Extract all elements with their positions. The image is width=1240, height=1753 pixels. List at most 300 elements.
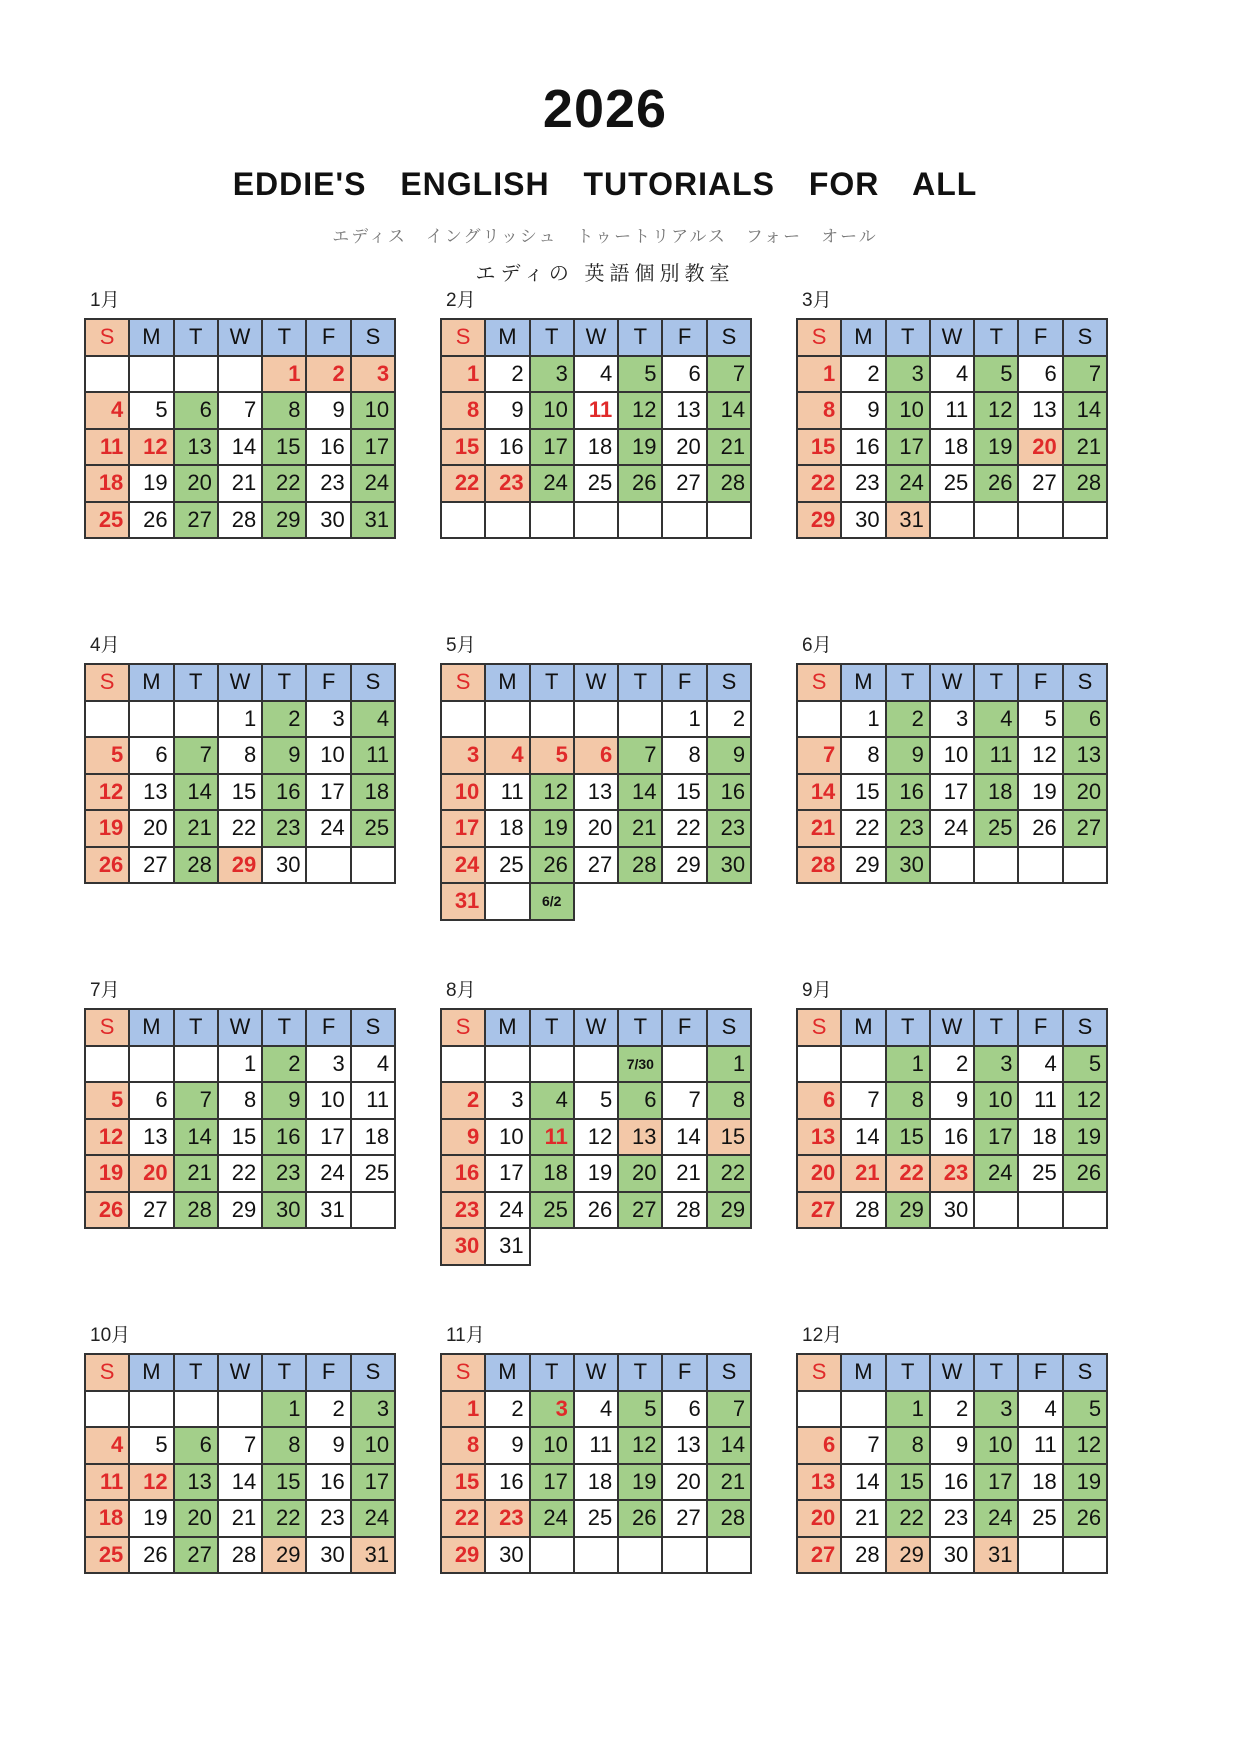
day-cell: 2	[262, 1046, 306, 1083]
empty-day-cell	[618, 701, 662, 738]
empty-day-cell	[574, 883, 618, 920]
empty-day-cell	[1018, 502, 1062, 539]
day-cell: 20	[129, 810, 173, 847]
day-cell: 1	[441, 356, 485, 393]
week-row	[441, 1046, 751, 1083]
day-cell: 15	[262, 1464, 306, 1501]
weekday-header-row	[797, 664, 1107, 701]
weekday-header: S	[85, 319, 129, 356]
weekday-header: W	[574, 664, 618, 701]
day-cell: 29	[886, 1192, 930, 1229]
empty-day-cell	[707, 1228, 751, 1265]
week-row	[441, 1155, 751, 1192]
weekday-header: W	[218, 319, 262, 356]
week-row	[441, 847, 751, 884]
week-row	[797, 502, 1107, 539]
day-cell: 26	[1063, 1500, 1107, 1537]
weekday-header: S	[707, 319, 751, 356]
weekday-header: F	[1018, 1354, 1062, 1391]
day-cell: 24	[530, 465, 574, 502]
empty-day-cell	[930, 502, 974, 539]
day-cell: 21	[218, 465, 262, 502]
day-cell: 7	[841, 1082, 885, 1119]
day-cell: 5	[530, 737, 574, 774]
day-cell: 6	[618, 1082, 662, 1119]
week-row	[797, 1391, 1107, 1428]
weekday-header: S	[797, 664, 841, 701]
month-table	[796, 1008, 1108, 1229]
day-cell: 20	[618, 1155, 662, 1192]
day-cell: 21	[797, 810, 841, 847]
day-cell: 1	[262, 356, 306, 393]
week-row	[797, 774, 1107, 811]
day-cell: 29	[262, 1537, 306, 1574]
month-label: 3月	[802, 290, 832, 311]
day-cell: 9	[262, 737, 306, 774]
day-cell: 6	[1063, 701, 1107, 738]
day-cell: 10	[530, 1427, 574, 1464]
day-cell: 5	[618, 356, 662, 393]
day-cell: 26	[129, 502, 173, 539]
day-cell: 17	[351, 1464, 395, 1501]
empty-day-cell	[574, 502, 618, 539]
day-cell: 13	[1018, 392, 1062, 429]
day-cell: 24	[306, 1155, 350, 1192]
month-label: 1月	[90, 290, 120, 311]
month-table	[796, 663, 1108, 884]
week-row	[441, 701, 751, 738]
day-cell: 9	[441, 1119, 485, 1156]
day-cell: 14	[707, 1427, 751, 1464]
weekday-header: S	[441, 664, 485, 701]
weekday-header: S	[1063, 1354, 1107, 1391]
day-cell: 26	[129, 1537, 173, 1574]
day-cell: 13	[662, 1427, 706, 1464]
day-cell: 13	[797, 1464, 841, 1501]
day-cell: 21	[707, 429, 751, 466]
day-cell: 1	[841, 701, 885, 738]
day-cell: 4	[1018, 1046, 1062, 1083]
day-cell: 2	[485, 1391, 529, 1428]
day-cell: 10	[886, 392, 930, 429]
day-cell: 11	[574, 392, 618, 429]
week-row	[85, 429, 395, 466]
day-cell: 16	[485, 1464, 529, 1501]
day-cell: 11	[85, 1464, 129, 1501]
weekday-header: S	[441, 1009, 485, 1046]
day-cell: 28	[174, 1192, 218, 1229]
day-cell: 2	[262, 701, 306, 738]
day-cell: 27	[662, 465, 706, 502]
day-cell: 23	[262, 810, 306, 847]
day-cell: 4	[530, 1082, 574, 1119]
day-cell: 24	[485, 1192, 529, 1229]
day-cell: 2	[841, 356, 885, 393]
empty-day-cell	[1063, 1192, 1107, 1229]
day-cell: 15	[262, 429, 306, 466]
weekday-header: M	[129, 1354, 173, 1391]
day-cell: 12	[530, 774, 574, 811]
week-row	[441, 810, 751, 847]
weekday-header: F	[662, 1009, 706, 1046]
day-cell: 14	[841, 1119, 885, 1156]
day-cell: 11	[351, 1082, 395, 1119]
calendar-year: 2026	[542, 79, 668, 139]
week-row	[441, 429, 751, 466]
day-cell: 22	[262, 465, 306, 502]
day-cell: 6	[662, 356, 706, 393]
weekday-header: T	[174, 1009, 218, 1046]
month-table	[84, 663, 396, 884]
day-cell: 3	[974, 1046, 1018, 1083]
empty-day-cell	[797, 701, 841, 738]
day-cell: 1	[218, 1046, 262, 1083]
empty-day-cell	[797, 1391, 841, 1428]
empty-day-cell	[485, 502, 529, 539]
day-cell: 15	[441, 1464, 485, 1501]
day-cell: 1	[886, 1391, 930, 1428]
weekday-header-row	[797, 1009, 1107, 1046]
day-cell: 18	[574, 429, 618, 466]
week-row	[441, 392, 751, 429]
day-cell: 23	[707, 810, 751, 847]
day-cell: 3	[930, 701, 974, 738]
day-cell: 10	[530, 392, 574, 429]
day-cell: 22	[886, 1155, 930, 1192]
day-cell: 22	[441, 465, 485, 502]
day-cell: 31	[974, 1537, 1018, 1574]
weekday-header: M	[841, 664, 885, 701]
day-cell: 4	[485, 737, 529, 774]
day-cell: 16	[930, 1119, 974, 1156]
day-cell: 19	[85, 810, 129, 847]
day-cell: 8	[707, 1082, 751, 1119]
week-row	[441, 1464, 751, 1501]
day-cell: 27	[174, 1537, 218, 1574]
month-label: 8月	[446, 980, 476, 1001]
week-row	[797, 1537, 1107, 1574]
day-cell: 28	[1063, 465, 1107, 502]
empty-day-cell	[797, 1046, 841, 1083]
empty-day-cell	[618, 1228, 662, 1265]
day-cell: 4	[930, 356, 974, 393]
day-cell: 30	[930, 1537, 974, 1574]
day-cell: 5	[618, 1391, 662, 1428]
weekday-header: T	[174, 319, 218, 356]
day-cell: 19	[85, 1155, 129, 1192]
weekday-header: T	[174, 664, 218, 701]
weekday-header: W	[930, 664, 974, 701]
day-cell: 8	[218, 1082, 262, 1119]
day-cell: 15	[797, 429, 841, 466]
week-row	[441, 1192, 751, 1229]
empty-day-cell	[841, 1391, 885, 1428]
weekday-header-row	[85, 319, 395, 356]
day-cell: 29	[707, 1192, 751, 1229]
empty-day-cell	[707, 1537, 751, 1574]
day-cell: 3	[351, 1391, 395, 1428]
day-cell: 9	[485, 392, 529, 429]
day-cell: 12	[974, 392, 1018, 429]
day-cell: 10	[351, 392, 395, 429]
empty-day-cell	[129, 1391, 173, 1428]
school-title: EDDIE'S ENGLISH TUTORIALS FOR ALL	[232, 166, 978, 202]
day-cell: 28	[841, 1537, 885, 1574]
day-cell: 4	[351, 1046, 395, 1083]
day-cell: 19	[618, 429, 662, 466]
month-calendar	[796, 1325, 1108, 1574]
day-cell: 2	[886, 701, 930, 738]
week-row	[85, 1192, 395, 1229]
empty-day-cell	[841, 1046, 885, 1083]
week-row	[441, 1391, 751, 1428]
day-cell: 27	[129, 1192, 173, 1229]
day-cell: 10	[306, 737, 350, 774]
day-cell: 9	[262, 1082, 306, 1119]
day-cell: 30	[707, 847, 751, 884]
day-cell: 7	[1063, 356, 1107, 393]
weekday-header: W	[930, 1009, 974, 1046]
week-row	[441, 883, 751, 920]
day-cell: 14	[797, 774, 841, 811]
weekday-header: T	[618, 1354, 662, 1391]
day-cell: 30	[306, 502, 350, 539]
weekday-header: M	[129, 319, 173, 356]
empty-day-cell	[1063, 847, 1107, 884]
weekday-header: T	[174, 1354, 218, 1391]
day-cell: 10	[485, 1119, 529, 1156]
weekday-header: W	[574, 1354, 618, 1391]
empty-day-cell	[974, 502, 1018, 539]
day-cell: 9	[306, 392, 350, 429]
day-cell: 19	[1063, 1119, 1107, 1156]
month-label: 11月	[446, 1325, 485, 1346]
day-cell: 13	[174, 1464, 218, 1501]
weekday-header: T	[886, 319, 930, 356]
day-cell: 21	[707, 1464, 751, 1501]
weekday-header: M	[129, 1009, 173, 1046]
week-row	[85, 1500, 395, 1537]
day-cell: 17	[530, 429, 574, 466]
week-row	[85, 810, 395, 847]
weekday-header: S	[351, 1009, 395, 1046]
empty-day-cell	[974, 1192, 1018, 1229]
day-cell: 11	[1018, 1082, 1062, 1119]
day-cell: 25	[485, 847, 529, 884]
day-cell: 23	[930, 1155, 974, 1192]
day-cell: 16	[306, 429, 350, 466]
week-row	[85, 356, 395, 393]
empty-day-cell	[618, 883, 662, 920]
day-cell: 19	[574, 1155, 618, 1192]
school-subtitle: エディの 英語個別教室	[475, 263, 735, 285]
day-cell: 22	[218, 1155, 262, 1192]
weekday-header: M	[485, 1354, 529, 1391]
weekday-header: W	[930, 1354, 974, 1391]
day-cell: 9	[485, 1427, 529, 1464]
week-row	[797, 737, 1107, 774]
day-cell: 22	[886, 1500, 930, 1537]
empty-day-cell	[85, 356, 129, 393]
day-cell: 21	[174, 1155, 218, 1192]
day-cell: 6	[1018, 356, 1062, 393]
weekday-header: T	[618, 1009, 662, 1046]
empty-day-cell	[1018, 1537, 1062, 1574]
day-cell: 7	[707, 1391, 751, 1428]
day-cell: 12	[1063, 1427, 1107, 1464]
month-table	[796, 318, 1108, 539]
day-cell: 19	[530, 810, 574, 847]
day-cell: 14	[174, 774, 218, 811]
day-cell: 6	[797, 1082, 841, 1119]
weekday-header: T	[262, 1009, 306, 1046]
weekday-header: T	[262, 319, 306, 356]
week-row	[441, 502, 751, 539]
day-cell: 31	[886, 502, 930, 539]
weekday-header: T	[886, 1009, 930, 1046]
weekday-header: F	[306, 319, 350, 356]
month-calendar	[84, 980, 396, 1229]
day-cell: 23	[841, 465, 885, 502]
day-cell: 5	[85, 737, 129, 774]
day-cell: 22	[218, 810, 262, 847]
day-cell: 5	[1063, 1391, 1107, 1428]
day-cell: 1	[662, 701, 706, 738]
day-cell: 3	[530, 356, 574, 393]
day-cell: 19	[1063, 1464, 1107, 1501]
month-calendar	[84, 1325, 396, 1574]
day-cell: 15	[662, 774, 706, 811]
day-cell: 16	[707, 774, 751, 811]
day-cell: 18	[930, 429, 974, 466]
day-cell: 22	[707, 1155, 751, 1192]
month-table	[440, 1353, 752, 1574]
week-row	[85, 465, 395, 502]
month-table	[440, 1008, 752, 1266]
weekday-header: W	[218, 1009, 262, 1046]
weekday-header: F	[306, 664, 350, 701]
day-cell: 17	[306, 1119, 350, 1156]
day-cell: 28	[707, 465, 751, 502]
day-cell: 23	[930, 1500, 974, 1537]
day-cell: 5	[129, 1427, 173, 1464]
day-cell: 11	[1018, 1427, 1062, 1464]
day-cell: 13	[618, 1119, 662, 1156]
empty-day-cell	[530, 1228, 574, 1265]
empty-day-cell	[707, 502, 751, 539]
day-cell: 23	[306, 465, 350, 502]
weekday-header: T	[974, 319, 1018, 356]
weekday-header: S	[707, 1354, 751, 1391]
day-cell: 19	[1018, 774, 1062, 811]
week-row	[441, 1537, 751, 1574]
day-cell: 29	[218, 847, 262, 884]
empty-day-cell	[618, 1537, 662, 1574]
day-cell: 23	[441, 1192, 485, 1229]
day-cell: 7	[174, 737, 218, 774]
empty-day-cell	[707, 883, 751, 920]
day-cell: 30	[886, 847, 930, 884]
week-row	[85, 1427, 395, 1464]
weekday-header-row	[441, 1354, 751, 1391]
day-cell: 8	[441, 392, 485, 429]
weekday-header-row	[85, 1354, 395, 1391]
day-cell: 24	[886, 465, 930, 502]
weekday-header: F	[1018, 664, 1062, 701]
day-cell: 26	[85, 1192, 129, 1229]
day-cell: 11	[930, 392, 974, 429]
week-row	[797, 1500, 1107, 1537]
weekday-header: T	[530, 664, 574, 701]
empty-day-cell	[574, 1046, 618, 1083]
empty-day-cell	[218, 356, 262, 393]
empty-day-cell	[930, 847, 974, 884]
day-cell: 14	[841, 1464, 885, 1501]
day-cell: 29	[662, 847, 706, 884]
weekday-header: S	[441, 1354, 485, 1391]
day-cell: 5	[1018, 701, 1062, 738]
day-cell: 27	[797, 1192, 841, 1229]
month-table	[440, 663, 752, 921]
day-cell: 23	[485, 1500, 529, 1537]
day-cell: 22	[841, 810, 885, 847]
weekday-header: T	[618, 664, 662, 701]
day-cell: 16	[930, 1464, 974, 1501]
day-cell: 25	[85, 1537, 129, 1574]
day-cell: 30	[262, 1192, 306, 1229]
day-cell: 12	[129, 429, 173, 466]
weekday-header: S	[797, 1009, 841, 1046]
day-cell: 7	[707, 356, 751, 393]
weekday-header: F	[306, 1354, 350, 1391]
month-label: 10月	[90, 1325, 131, 1346]
empty-day-cell	[441, 701, 485, 738]
day-cell: 26	[618, 465, 662, 502]
day-cell: 1	[886, 1046, 930, 1083]
day-cell: 3	[886, 356, 930, 393]
day-cell: 7	[618, 737, 662, 774]
week-row	[85, 737, 395, 774]
weekday-header: S	[351, 664, 395, 701]
day-cell: 17	[351, 429, 395, 466]
week-row	[85, 1155, 395, 1192]
day-cell: 3	[306, 701, 350, 738]
day-cell: 28	[707, 1500, 751, 1537]
empty-day-cell	[485, 701, 529, 738]
empty-day-cell	[351, 1192, 395, 1229]
day-cell: 29	[886, 1537, 930, 1574]
week-row	[797, 847, 1107, 884]
day-cell: 11	[574, 1427, 618, 1464]
day-cell: 3	[306, 1046, 350, 1083]
weekday-header: S	[797, 1354, 841, 1391]
weekday-header: T	[262, 1354, 306, 1391]
day-cell: 23	[262, 1155, 306, 1192]
week-row	[797, 1192, 1107, 1229]
weekday-header: W	[574, 1009, 618, 1046]
day-cell: 17	[974, 1464, 1018, 1501]
day-cell: 7	[218, 1427, 262, 1464]
weekday-header-row	[85, 664, 395, 701]
month-label: 12月	[802, 1325, 843, 1346]
empty-day-cell	[441, 1046, 485, 1083]
day-cell: 6	[174, 392, 218, 429]
day-cell: 16	[262, 1119, 306, 1156]
month-label: 2月	[446, 290, 476, 311]
day-cell: 24	[974, 1155, 1018, 1192]
day-cell: 22	[262, 1500, 306, 1537]
weekday-header: F	[1018, 1009, 1062, 1046]
